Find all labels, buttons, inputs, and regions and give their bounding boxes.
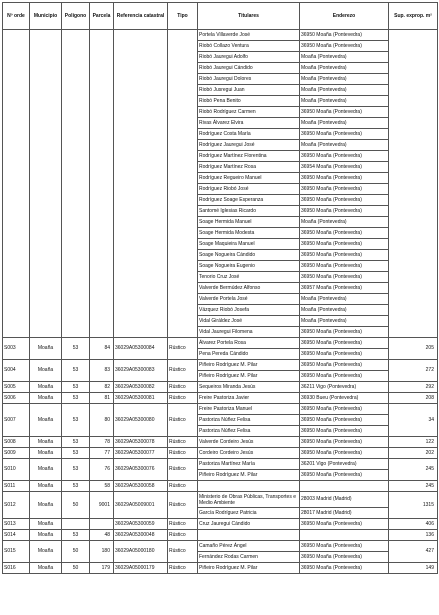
cell-poligono: 53	[62, 448, 90, 459]
cell-titular: Pena Pereda Cándido	[198, 349, 300, 360]
header-parcela: Parcela	[90, 3, 114, 30]
table-body	[3, 30, 438, 574]
cell-enderezo: 36950 Moaña (Pontevedra)	[300, 261, 389, 272]
cell-poligono	[62, 30, 90, 338]
cell-enderezo: 36950 Moaña (Pontevedra)	[300, 415, 389, 426]
header-enderezo: Enderezo	[300, 3, 389, 30]
cell-parcela: 78	[90, 437, 114, 448]
cell-enderezo: 28003 Madrid (Madrid)	[300, 492, 389, 508]
cell-orde: S012	[3, 492, 30, 519]
cell-superficie	[389, 30, 438, 338]
cell-titular: García Rodríguez Patricia	[198, 508, 300, 519]
cell-parcela	[90, 30, 114, 338]
cell-titular: Freire Pastoriza Manuel	[198, 404, 300, 415]
cell-tipo: Rústico	[168, 382, 198, 393]
cell-enderezo: 36950 Moaña (Pontevedra)	[300, 437, 389, 448]
cell-referencia: 36029A05300078	[114, 437, 168, 448]
table-row	[3, 481, 438, 492]
cell-tipo: Rústico	[168, 481, 198, 492]
cell-titular: Soage Nogueira Eugenio	[198, 261, 300, 272]
cell-enderezo: 36950 Moaña (Pontevedra)	[300, 239, 389, 250]
cell-titular: Ministerio de Obras Públicas, Transportes e Medio Ambiente	[198, 492, 300, 508]
cell-titular: Vidal Jauregui Filomena	[198, 327, 300, 338]
cell-tipo: Rústico	[168, 338, 198, 360]
cell-tipo: Rústico	[168, 459, 198, 481]
cell-titular: Vázquez Riobó Josefa	[198, 305, 300, 316]
cell-superficie: 292	[389, 382, 438, 393]
cell-referencia: 36029A05000179	[114, 563, 168, 574]
cell-enderezo: 36950 Moaña (Pontevedra)	[300, 563, 389, 574]
cell-tipo: Rústico	[168, 437, 198, 448]
cell-titular: Pastoriza Martínez María	[198, 459, 300, 470]
table-row	[3, 530, 438, 541]
cell-municipio: Moaña	[30, 382, 62, 393]
cell-poligono: 53	[62, 393, 90, 404]
cell-superficie: 427	[389, 541, 438, 563]
cell-enderezo: Moaña (Pontevedra)	[300, 305, 389, 316]
cell-orde	[3, 30, 30, 338]
cell-municipio: Moaña	[30, 448, 62, 459]
cell-referencia	[114, 30, 168, 338]
cell-referencia: 36029A05300076	[114, 459, 168, 481]
cell-titular: Valverde Cordeiro Jesús	[198, 437, 300, 448]
cell-parcela: 81	[90, 393, 114, 404]
header-referencia: Referencia catastral	[114, 3, 168, 30]
cell-poligono: 53	[62, 360, 90, 382]
cell-superficie: 149	[389, 563, 438, 574]
cell-superficie: 34	[389, 404, 438, 437]
table-row	[3, 30, 438, 41]
cell-titular: Vidal Giráldez José	[198, 316, 300, 327]
cell-enderezo: 36950 Moaña (Pontevedra)	[300, 41, 389, 52]
cell-poligono: 53	[62, 481, 90, 492]
cell-orde: S011	[3, 481, 30, 492]
cell-enderezo: 36950 Moaña (Pontevedra)	[300, 360, 389, 371]
cell-titular: Rodríguez Soage Esperanza	[198, 195, 300, 206]
cell-municipio: Moaña	[30, 530, 62, 541]
table-row	[3, 437, 438, 448]
cell-enderezo: 36950 Moaña (Pontevedra)	[300, 404, 389, 415]
cell-enderezo: 36211 Vigo (Pontevedra)	[300, 382, 389, 393]
cell-enderezo: 36950 Moaña (Pontevedra)	[300, 129, 389, 140]
cell-titular: Soage Hermida Manuel	[198, 217, 300, 228]
cell-orde: S003	[3, 338, 30, 360]
cell-enderezo: Moaña (Pontevedra)	[300, 118, 389, 129]
cell-titular: Riobó Jauregui Adolfo	[198, 52, 300, 63]
cell-referencia: 36029A05300084	[114, 338, 168, 360]
cell-enderezo: 36950 Moaña (Pontevedra)	[300, 151, 389, 162]
cell-enderezo: Moaña (Pontevedra)	[300, 63, 389, 74]
cell-enderezo: 36950 Moaña (Pontevedra)	[300, 371, 389, 382]
header-poligono: Polígono	[62, 3, 90, 30]
cell-parcela: 80	[90, 404, 114, 437]
cell-enderezo: 36950 Moaña (Pontevedra)	[300, 272, 389, 283]
cell-parcela: 180	[90, 541, 114, 563]
cell-enderezo: Moaña (Pontevedra)	[300, 85, 389, 96]
cell-titular: Sequeiros Miranda Jesús	[198, 382, 300, 393]
cell-titular: Camaño Pérez Ángel	[198, 541, 300, 552]
cell-enderezo: 36950 Moaña (Pontevedra)	[300, 30, 389, 41]
cell-titular: Rodríguez Martínez Florentina	[198, 151, 300, 162]
cell-enderezo: 36950 Moaña (Pontevedra)	[300, 552, 389, 563]
cell-tipo: Rústico	[168, 541, 198, 563]
cell-enderezo: 28017 Madrid (Madrid)	[300, 508, 389, 519]
cell-parcela: 82	[90, 382, 114, 393]
table-row	[3, 541, 438, 552]
header-superficie: Sup. exprop. m²	[389, 3, 438, 30]
cell-enderezo: 36950 Moaña (Pontevedra)	[300, 195, 389, 206]
cell-enderezo: 36950 Moaña (Pontevedra)	[300, 519, 389, 530]
cell-titular: Soage Hermida Modesta	[198, 228, 300, 239]
header-tipo: Tipo	[168, 3, 198, 30]
cell-tipo: Rústico	[168, 448, 198, 459]
cell-municipio: Moaña	[30, 393, 62, 404]
cell-referencia: 36029A05300080	[114, 404, 168, 437]
cell-municipio: Moaña	[30, 541, 62, 563]
cell-municipio: Moaña	[30, 404, 62, 437]
cell-titular: Pastoriza Núñez Felisa	[198, 426, 300, 437]
cell-enderezo	[300, 530, 389, 541]
cell-orde: S015	[3, 541, 30, 563]
cell-titular: Soage Maquieira Manuel	[198, 239, 300, 250]
cell-enderezo: Moaña (Pontevedra)	[300, 96, 389, 107]
cell-orde: S004	[3, 360, 30, 382]
cell-titular: Rodríguez Martínez Rosa	[198, 162, 300, 173]
cell-titular: Riobó Jauregui Cándido	[198, 63, 300, 74]
cell-titular: Riobó Jauregui Dolores	[198, 74, 300, 85]
cell-superficie: 202	[389, 448, 438, 459]
cell-referencia: 36029A05300083	[114, 360, 168, 382]
table-row	[3, 563, 438, 574]
cell-enderezo: 36950 Moaña (Pontevedra)	[300, 206, 389, 217]
cell-titular: Riobó Rodríguez Carmen	[198, 107, 300, 118]
table-row	[3, 360, 438, 371]
cell-poligono: 53	[62, 338, 90, 360]
cell-poligono: 50	[62, 492, 90, 519]
cell-titular: Tenorio Cruz José	[198, 272, 300, 283]
cell-parcela: 76	[90, 459, 114, 481]
cell-superficie: 136	[389, 530, 438, 541]
cell-enderezo: 36950 Moaña (Pontevedra)	[300, 541, 389, 552]
cell-municipio: Moaña	[30, 360, 62, 382]
cell-enderezo: 36950 Moaña (Pontevedra)	[300, 107, 389, 118]
cell-parcela: 84	[90, 338, 114, 360]
cell-enderezo: 36950 Moaña (Pontevedra)	[300, 448, 389, 459]
cell-poligono: 53	[62, 459, 90, 481]
cell-orde: S009	[3, 448, 30, 459]
cell-orde: S013	[3, 519, 30, 530]
cell-titular: Soage Nogueira Cándido	[198, 250, 300, 261]
cell-parcela: 179	[90, 563, 114, 574]
cell-superficie: 406	[389, 519, 438, 530]
cell-enderezo: 36950 Moaña (Pontevedra)	[300, 327, 389, 338]
table-row	[3, 492, 438, 508]
cell-enderezo: Moaña (Pontevedra)	[300, 140, 389, 151]
cell-poligono: 53	[62, 530, 90, 541]
cell-municipio: Moaña	[30, 459, 62, 481]
table-header-row	[3, 3, 438, 30]
cell-titular: Cordeiro Cordeiro Jesús	[198, 448, 300, 459]
table-row	[3, 519, 438, 530]
cell-poligono: 50	[62, 563, 90, 574]
cell-titular	[198, 530, 300, 541]
cell-orde: S010	[3, 459, 30, 481]
cell-parcela: 58	[90, 481, 114, 492]
cell-orde: S008	[3, 437, 30, 448]
cell-municipio: Moaña	[30, 563, 62, 574]
cell-referencia: 36029A05000180	[114, 541, 168, 563]
cell-referencia: 36029A05300081	[114, 393, 168, 404]
cell-titular: Portela Villaverde José	[198, 30, 300, 41]
cell-enderezo: 36950 Moaña (Pontevedra)	[300, 228, 389, 239]
cell-enderezo: 36950 Moaña (Pontevedra)	[300, 349, 389, 360]
cell-parcela	[90, 519, 114, 530]
cell-poligono	[62, 519, 90, 530]
cell-referencia: 36029A05300082	[114, 382, 168, 393]
cell-orde: S007	[3, 404, 30, 437]
cell-enderezo: Moaña (Pontevedra)	[300, 217, 389, 228]
cell-titular: Pastoriza Núñez Felisa	[198, 415, 300, 426]
cell-tipo: Rústico	[168, 404, 198, 437]
cell-referencia: 36029A05300048	[114, 530, 168, 541]
cell-poligono: 53	[62, 437, 90, 448]
cell-titular: Valverde Portela José	[198, 294, 300, 305]
cell-titular: Álvarez Portela Rosa	[198, 338, 300, 349]
cell-tipo: Rústico	[168, 360, 198, 382]
cell-superficie: 272	[389, 360, 438, 382]
cell-superficie: 122	[389, 437, 438, 448]
cell-poligono: 53	[62, 404, 90, 437]
cell-superficie: 1315	[389, 492, 438, 519]
table-row	[3, 448, 438, 459]
table-row	[3, 459, 438, 470]
cell-enderezo: 36950 Moaña (Pontevedra)	[300, 173, 389, 184]
table-row	[3, 338, 438, 349]
cell-titular: Fernández Rodas Carmen	[198, 552, 300, 563]
cell-poligono: 53	[62, 382, 90, 393]
cell-superficie: 205	[389, 338, 438, 360]
cell-poligono: 50	[62, 541, 90, 563]
cell-titular: Rodríguez Regueiro Manuel	[198, 173, 300, 184]
cell-referencia: 36029A05300058	[114, 481, 168, 492]
table-row	[3, 404, 438, 415]
cell-enderezo: Moaña (Pontevedra)	[300, 316, 389, 327]
cell-referencia: 36029A05009001	[114, 492, 168, 519]
cell-titular: Riobó Collazo Ventura	[198, 41, 300, 52]
cell-municipio: Moaña	[30, 492, 62, 519]
cell-titular: Valverde Bermúdez Alfonso	[198, 283, 300, 294]
cell-orde: S016	[3, 563, 30, 574]
cell-municipio: Moaña	[30, 338, 62, 360]
cell-titular: Piñeiro Rodríguez M. Pilar	[198, 470, 300, 481]
cell-titular: Riobó Jusregui Juan	[198, 85, 300, 96]
header-orde: Nº orde	[3, 3, 30, 30]
cell-titular: Santomé Iglesias Ricardo	[198, 206, 300, 217]
cell-orde: S006	[3, 393, 30, 404]
cell-enderezo: 36950 Moaña (Pontevedra)	[300, 338, 389, 349]
cell-parcela: 9001	[90, 492, 114, 519]
cell-parcela: 83	[90, 360, 114, 382]
cell-enderezo: 36950 Moaña (Pontevedra)	[300, 184, 389, 195]
cell-titular: Rivas Álvarez Elvira	[198, 118, 300, 129]
cell-tipo: Rústico	[168, 519, 198, 530]
cell-tipo: Rústico	[168, 563, 198, 574]
cell-enderezo: Moaña (Pontevedra)	[300, 74, 389, 85]
cell-enderezo: 36950 Moaña (Pontevedra)	[300, 426, 389, 437]
cell-municipio: Moaña	[30, 481, 62, 492]
table-row	[3, 393, 438, 404]
cell-tipo	[168, 30, 198, 338]
cell-enderezo: 36954 Moaña (Pontevedra)	[300, 162, 389, 173]
cell-titular: Piñeiro Rodríguez M. Pilar	[198, 371, 300, 382]
cell-titular	[198, 481, 300, 492]
cell-municipio: Moaña	[30, 437, 62, 448]
cell-enderezo: Moaña (Pontevedra)	[300, 52, 389, 63]
cell-enderezo: 36957 Moaña (Pontevedra)	[300, 283, 389, 294]
cell-titular: Riobó Pena Benito	[198, 96, 300, 107]
cell-municipio	[30, 30, 62, 338]
cell-parcela: 77	[90, 448, 114, 459]
cell-titular: Piñeiro Rodríguez M. Pilar	[198, 563, 300, 574]
cell-orde: S014	[3, 530, 30, 541]
cell-superficie: 245	[389, 481, 438, 492]
table-row	[3, 382, 438, 393]
cell-titular: Rodríguez Riobó José	[198, 184, 300, 195]
cell-enderezo: 36950 Moaña (Pontevedra)	[300, 250, 389, 261]
cell-titular: Rodríguez Jauregui José	[198, 140, 300, 151]
cell-superficie: 208	[389, 393, 438, 404]
cell-municipio: Moaña	[30, 519, 62, 530]
cell-tipo: Rústico	[168, 393, 198, 404]
cell-titular: Cruz Jauregui Cándido	[198, 519, 300, 530]
header-titulares: Titulares	[198, 3, 300, 30]
cell-parcela: 48	[90, 530, 114, 541]
cell-titular: Freire Pastoriza Javier	[198, 393, 300, 404]
cell-superficie: 245	[389, 459, 438, 481]
cell-titular: Rodríguez Costa María	[198, 129, 300, 140]
cell-enderezo	[300, 481, 389, 492]
cell-tipo: Rústico	[168, 492, 198, 519]
cell-orde: S005	[3, 382, 30, 393]
cell-enderezo: 36201 Vigo (Pontevedra)	[300, 459, 389, 470]
cell-enderezo: 36950 Moaña (Pontevedra)	[300, 470, 389, 481]
header-municipio: Municipio	[30, 3, 62, 30]
cell-enderezo: Moaña (Pontevedra)	[300, 294, 389, 305]
expropriation-table	[2, 2, 438, 574]
cell-titular: Piñeiro Rodríguez M. Pilar	[198, 360, 300, 371]
cell-referencia: 36029A05300059	[114, 519, 168, 530]
cell-enderezo: 36930 Bueu (Pontevedra)	[300, 393, 389, 404]
cell-tipo: Rústico	[168, 530, 198, 541]
cell-referencia: 36029A05300077	[114, 448, 168, 459]
